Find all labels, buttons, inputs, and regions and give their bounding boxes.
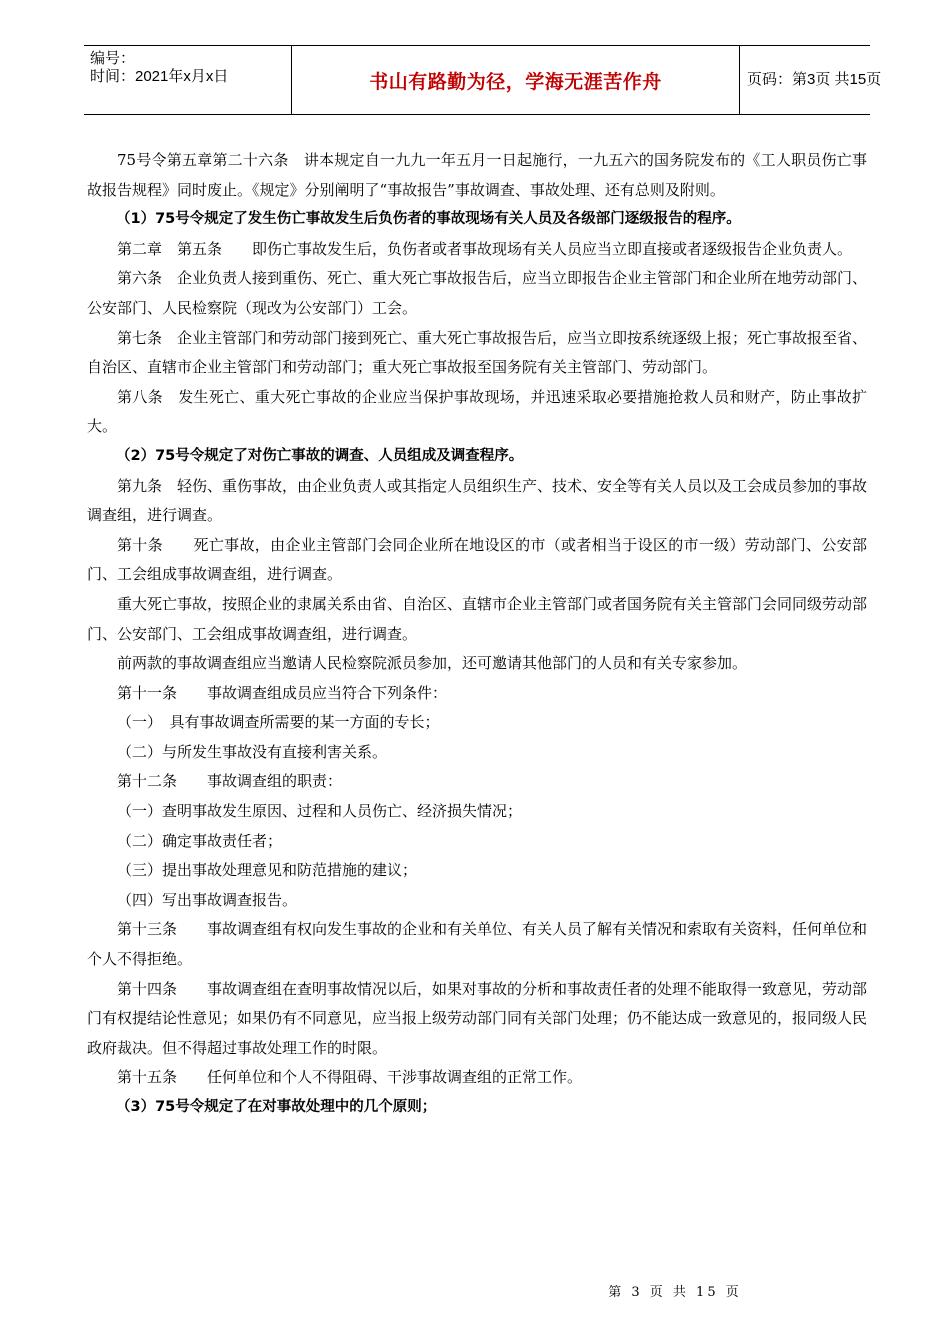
body-paragraph: 第九条 轻伤、重伤事故，由企业负责人或其指定人员组织生产、技术、安全等有关人员以及工会成员参加的事故调查组，进行调查。 — [87, 476, 868, 525]
document-body — [87, 146, 867, 1123]
header-info-cell — [84, 46, 290, 114]
body-paragraph: （一）查明事故发生原因、过程和人员伤亡、经济损失情况； — [117, 802, 523, 821]
body-paragraph: 第十四条 事故调查组在查明事故情况以后，如果对事故的分析和事故责任者的处理不能取得一致意见，劳动部门有权提结论性意见；如果仍有不同意见，应当报上级劳动部门同有关部门处理；仍不能达成一致意见的，报同级人民政府裁决。但不得超过事故处理工作的时限。 — [87, 979, 868, 1057]
body-paragraph: 第十二条 事故调查组的职责： — [117, 772, 343, 791]
footer-page-number: 第 3 页 共 15 页 — [608, 1285, 742, 1300]
section-heading: （2）75号令规定了对伤亡事故的调查、人员组成及调查程序。 — [116, 447, 524, 464]
page-footer — [0, 1281, 950, 1300]
body-paragraph: 第八条 发生死亡、重大死亡事故的企业应当保护事故现场，并迅速采取必要措施抢救人员和财产，防止事故扩大。 — [87, 387, 867, 436]
body-paragraph: 前两款的事故调查组应当邀请人民检察院派员参加，还可邀请其他部门的人员和有关专家参加。 — [117, 654, 748, 673]
body-paragraph: 第十三条 事故调查组有权向发生事故的企业和有关单位、有关人员了解有关情况和索取有关资料，任何单位和个人不得拒绝。 — [87, 920, 868, 969]
header-page-cell — [739, 46, 882, 114]
body-paragraph: 第七条 企业主管部门和劳动部门接到死亡、重大死亡事故报告后，应当立即按系统逐级上报；死亡事故报至省、自治区、直辖市企业主管部门和劳动部门；重大死亡事故报至国务院有关主管部门、劳动部门。 — [87, 328, 868, 377]
body-paragraph: （二）与所发生事故没有直接利害关系。 — [117, 742, 388, 761]
body-paragraph: （二）确定事故责任者； — [117, 831, 283, 850]
date-label: 时间：2021年x月x日 — [90, 68, 229, 85]
body-paragraph: 重大死亡事故，按照企业的隶属关系由省、自治区、直辖市企业主管部门或者国务院有关主管部门会同同级劳动部门、公安部门、工会组成事故调查组，进行调查。 — [87, 594, 868, 643]
header-table — [84, 45, 882, 115]
page-number-label: 页码：第3页 共15页 — [747, 71, 882, 88]
body-paragraph: 第十五条 任何单位和个人不得阻碍、干涉事故调查组的正常工作。 — [117, 1068, 583, 1087]
body-paragraph: 第二章 第五条 即伤亡事故发生后，负伤者或者事故现场有关人员应当立即直接或者逐级报告企业负责人。 — [117, 239, 853, 258]
body-paragraph: （一） 具有事故调查所需要的某一方面的专长； — [117, 713, 440, 732]
body-paragraph: 第六条 企业负责人接到重伤、死亡、重大死亡事故报告后，应当立即报告企业主管部门和企业所在地劳动部门、公安部门、人民检察院（现改为公安部门）工会。 — [87, 269, 868, 317]
body-paragraph: 75号令第五章第二十六条 讲本规定自一九九一年五月一日起施行，一九五六的国务院发布的《工人职员伤亡事故报告规程》同时废止。《规定》分别阐明了“事故报告”事故调查、事故处理、还有总则及附则。 — [87, 151, 867, 199]
section-heading: （3）75号令规定了在对事故处理中的几个原则； — [116, 1099, 437, 1115]
motto-text: 书山有路勤为径，学海无涯苦作舟 — [369, 71, 662, 93]
serial-number-label: 编号： — [90, 50, 136, 67]
section-heading: （1）75号令规定了发生伤亡事故发生后负伤者的事故现场有关人员及各级部门逐级报告的程序。 — [116, 211, 741, 228]
body-paragraph: 第十一条 事故调查组成员应当符合下列条件： — [117, 683, 448, 702]
body-paragraph: （四）写出事故调查报告。 — [117, 890, 298, 909]
header-motto-cell — [291, 46, 740, 114]
body-paragraph: （三）提出事故处理意见和防范措施的建议； — [117, 861, 418, 880]
body-paragraph: 第十条 死亡事故，由企业主管部门会同企业所在地设区的市（或者相当于设区的市一级）劳动部门、公安部门、工会组成事故调查组，进行调查。 — [87, 535, 867, 584]
